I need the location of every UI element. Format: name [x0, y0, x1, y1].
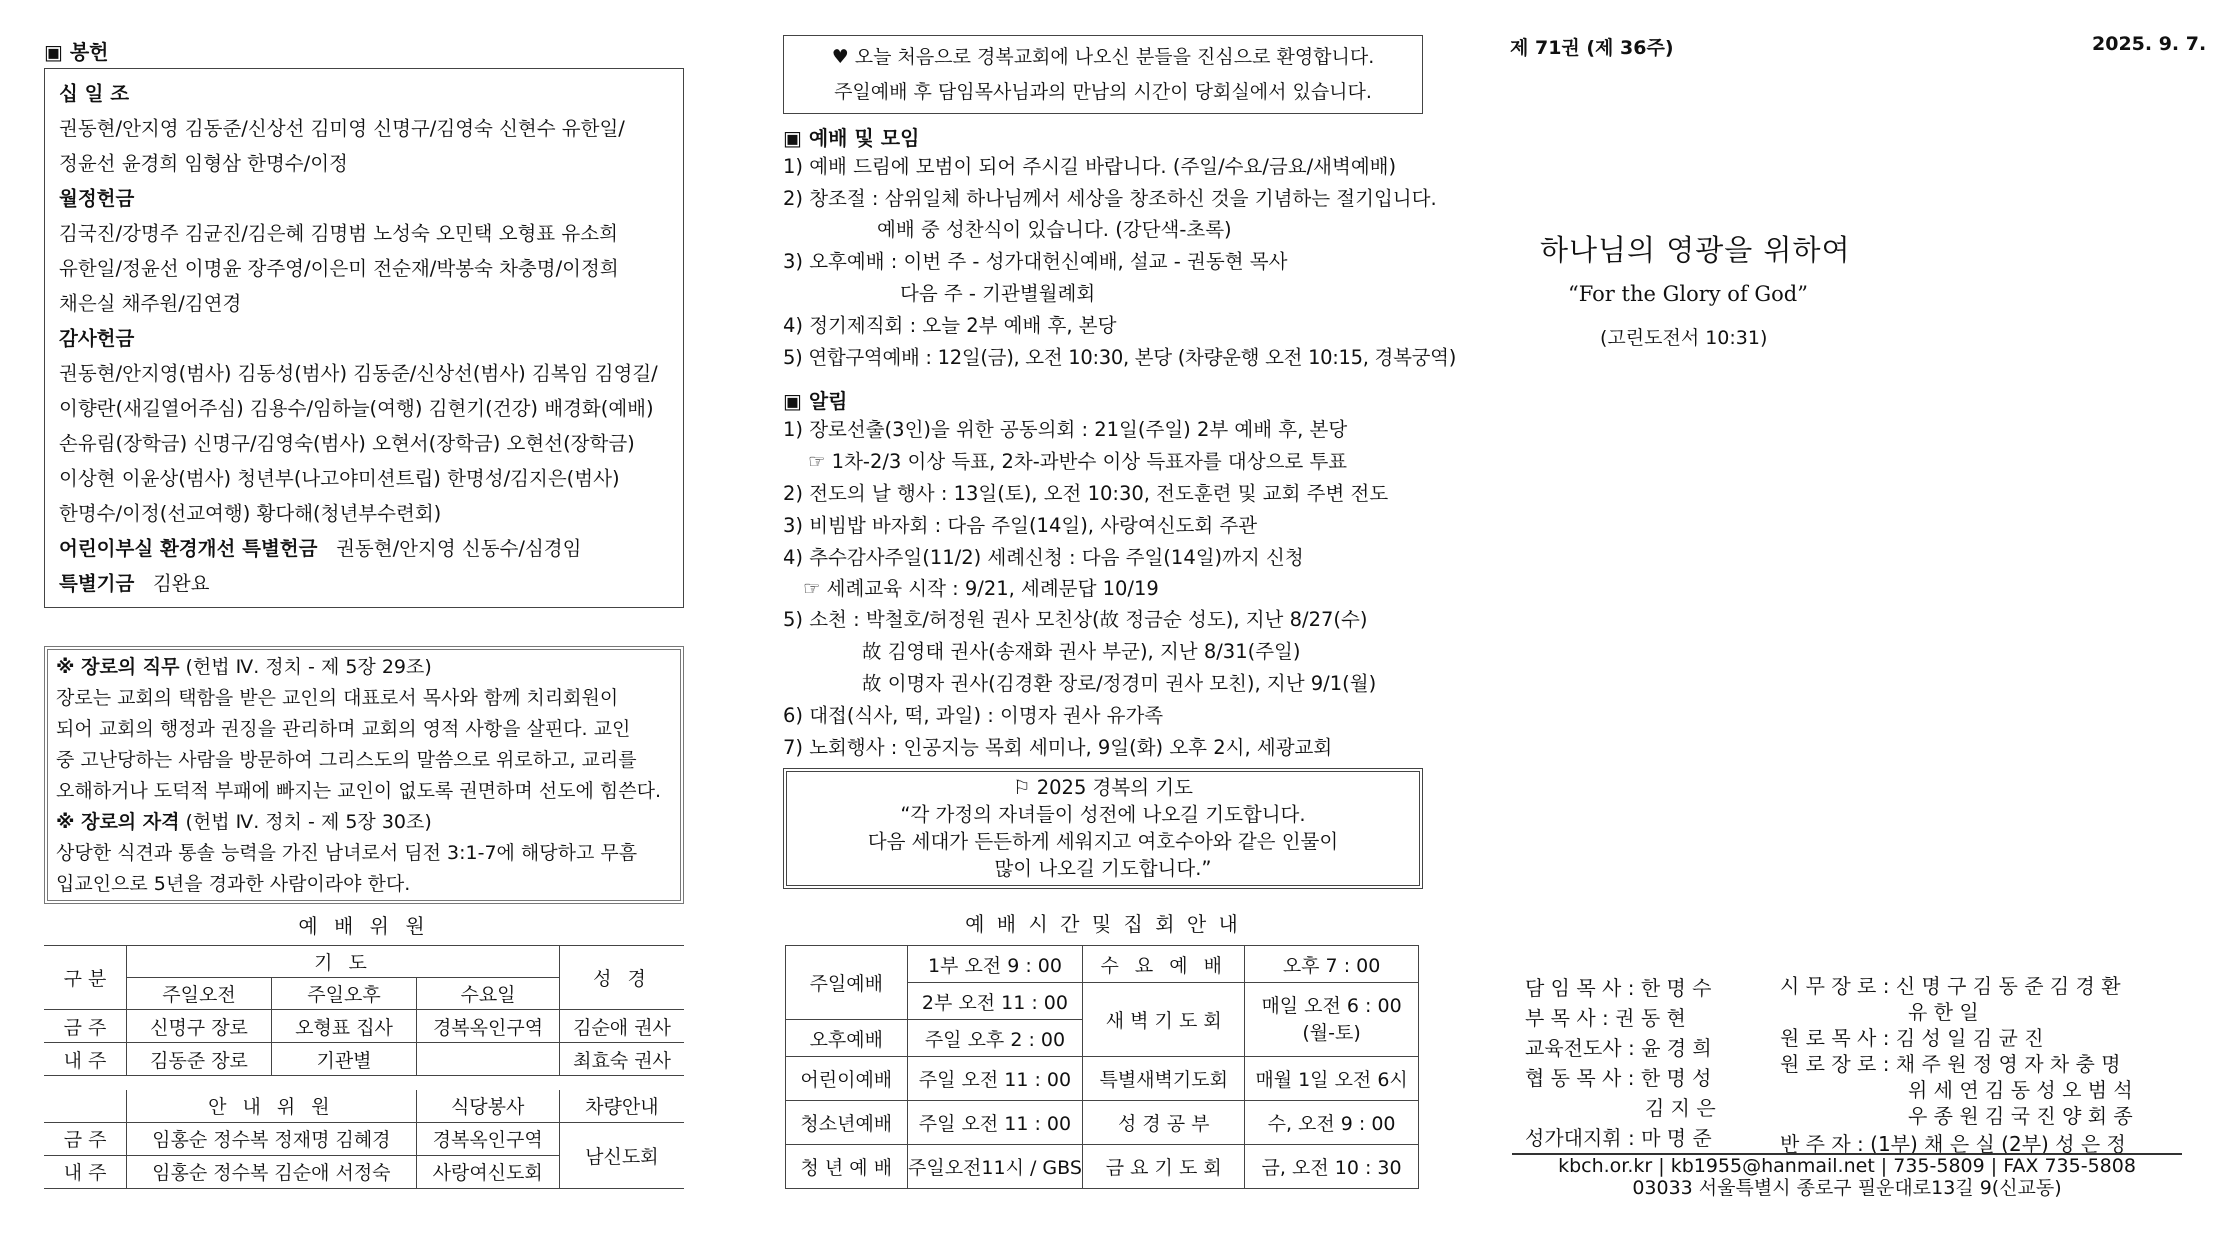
schedule-cell: 어린이예배	[786, 1057, 908, 1101]
staff-role: 성가대지휘 :	[1525, 1126, 1635, 1150]
table-cell: 김동준 장로	[127, 1043, 272, 1076]
monthly-line: 유한일/정윤선 이명윤 장주영/이은미 전순재/박봉숙 차충명/이정희	[59, 257, 619, 280]
contact-info: kbch.or.kr | kb1955@hanmail.net | 735-5809 | FAX 735-5808	[1558, 1155, 2136, 1177]
guide-header: 안 내 위 원	[127, 1090, 416, 1122]
offering-heading: ▣ 봉헌	[44, 40, 109, 64]
schedule-cell: 오후예배	[786, 1020, 908, 1057]
notice-line: ☞ 1차-2/3 이상 득표, 2차-과반수 이상 득표자를 대상으로 투표	[808, 450, 1348, 473]
worship-line: 4) 정기제직회 : 오늘 2부 예배 후, 본당	[783, 314, 1117, 337]
meal-header: 식당봉사	[416, 1090, 559, 1122]
welcome-box	[783, 35, 1423, 114]
guide-table	[44, 1090, 684, 1189]
elder-qual-ref: (헌법 Ⅳ. 정치 - 제 5장 30조)	[179, 811, 432, 833]
schedule-cell: 매월 1일 오전 6시	[1245, 1057, 1419, 1101]
schedule-cell: 주일 오전 11 : 00	[907, 1101, 1083, 1145]
row-label: 금 주	[44, 1122, 127, 1155]
worship-line: 2) 창조절 : 삼위일체 하나님께서 세상을 창조하신 것을 기념하는 절기입니다.	[783, 187, 1437, 210]
col-wednesday: 수요일	[417, 978, 560, 1010]
table-row	[44, 1122, 684, 1155]
schedule-cell: 주일 오전 11 : 00	[907, 1057, 1083, 1101]
motto: 하나님의 영광을 위하여	[1540, 233, 1851, 267]
tithe-line: 권동현/안지영 김동준/신상선 김미영 신명구/김영숙 신현수 유한일/	[59, 117, 625, 140]
staff-role: 부 목 사 :	[1525, 1006, 1609, 1030]
table-cell	[417, 1043, 560, 1076]
staff-role: 반 주 자 :	[1780, 1132, 1864, 1156]
staff-name: 김 성 일 김 균 진	[1895, 1026, 2044, 1050]
staff-name: 권 동 현	[1615, 1006, 1686, 1030]
staff-role: 협 동 목 사 :	[1525, 1066, 1635, 1090]
notice-line: ☞ 세례교육 시작 : 9/21, 세례문답 10/19	[803, 577, 1159, 600]
worship-line: 1) 예배 드림에 모범이 되어 주시길 바랍니다. (주일/수요/금요/새벽예배)	[783, 155, 1397, 178]
monthly-line: 채은실 채주원/김연경	[59, 292, 242, 315]
monthly-label: 월정헌금	[59, 187, 135, 210]
staff-name: 우 종 원 김 국 진 양 회 종	[1908, 1104, 2133, 1128]
schedule-cell: 새 벽 기 도 회	[1083, 983, 1245, 1057]
elder-duty-ref: (헌법 Ⅳ. 정치 - 제 5장 29조)	[179, 656, 432, 678]
notice-line: 1) 장로선출(3인)을 위한 공동의회 : 21일(주일) 2부 예배 후, 본당	[783, 418, 1348, 441]
notice-line: 故 김영태 권사(송재화 권사 부군), 지난 8/31(주일)	[862, 640, 1301, 663]
notice-line: 7) 노회행사 : 인공지능 목회 세미나, 9일(화) 오후 2시, 세광교회	[783, 736, 1333, 759]
schedule-cell: 금 요 기 도 회	[1083, 1145, 1245, 1189]
col-sunday-pm: 주일오후	[272, 978, 417, 1010]
staff-name: 한 명 수	[1640, 976, 1712, 1000]
schedule-cell: 2부 오전 11 : 00	[907, 983, 1083, 1020]
special-fund-names: 김완요	[152, 572, 210, 595]
thanks-label: 감사헌금	[59, 327, 135, 350]
schedule-cell: 주일오전11시 / GBS	[907, 1145, 1083, 1189]
staff-name: 유 한 일	[1908, 1000, 1979, 1024]
table-cell: 김순애 권사	[560, 1010, 685, 1043]
car-header: 차량안내	[559, 1090, 684, 1122]
staff-role: 담 임 목 사 :	[1525, 976, 1635, 1000]
kids-fund-names: 권동현/안지영 신동수/심경임	[336, 537, 582, 560]
schedule-cell	[1245, 983, 1419, 1057]
dawn-days: (월-토)	[1302, 1021, 1361, 1044]
elder-duty-line: 오해하거나 도덕적 부패에 빠지는 교인이 없도록 권면하며 선도에 힘쓴다.	[56, 780, 661, 802]
table-cell: 사랑여신도회	[416, 1155, 559, 1188]
notice-line: 3) 비빔밥 바자회 : 다음 주일(14일), 사랑여신도회 주관	[783, 514, 1258, 537]
tithe-line: 정윤선 윤경희 임형삼 한명수/이정	[59, 152, 348, 175]
elder-duty-line: 장로는 교회의 택함을 받은 교인의 대표로서 목사와 함께 치리회원이	[56, 687, 619, 709]
monthly-line: 김국진/강명주 김균진/김은혜 김명범 노성숙 오민택 오형표 유소희	[59, 222, 618, 245]
table-cell: 임홍순 정수복 김순애 서정숙	[127, 1155, 416, 1188]
welcome-line: 주일예배 후 담임목사님과의 만남의 시간이 당회실에서 있습니다.	[834, 81, 1372, 103]
motto-reference: (고린도전서 10:31)	[1600, 327, 1768, 349]
schedule-cell: 청소년예배	[786, 1101, 908, 1145]
notice-line: 2) 전도의 날 행사 : 13일(토), 오전 10:30, 전도훈련 및 교회 주변 전도	[783, 482, 1389, 505]
staff-name: (1부) 채 은 실 (2부) 성 은 정	[1870, 1132, 2126, 1156]
motto-english: “For the Glory of God”	[1568, 282, 1808, 306]
schedule-cell: 주일 오후 2 : 00	[907, 1020, 1083, 1057]
schedule-cell: 금, 오전 10 : 30	[1245, 1145, 1419, 1189]
table-cell: 임홍순 정수복 정재명 김혜경	[127, 1122, 416, 1155]
staff-name: 신 명 구 김 동 준 김 경 환	[1895, 974, 2121, 998]
gubun-header: 구 분	[44, 946, 127, 1010]
notice-heading: ▣ 알림	[783, 389, 848, 413]
elder-duty-title: ※ 장로의 직무	[56, 656, 180, 678]
elder-qual-title: ※ 장로의 자격	[56, 811, 180, 833]
worship-heading: ▣ 예배 및 모임	[783, 126, 920, 150]
elder-qual-line: 상당한 식견과 통솔 능력을 가진 남녀로서 딤전 3:1-7에 해당하고 무흠	[56, 842, 638, 864]
thanks-line: 권동현/안지영(범사) 김동성(범사) 김동준/신상선(범사) 김복임 김영길/	[59, 362, 658, 385]
staff-name: 마 명 준	[1641, 1126, 1712, 1150]
schedule-table	[785, 945, 1419, 1189]
prayer-2025-title: ⚐ 2025 경복의 기도	[1013, 776, 1193, 799]
schedule-cell: 성 경 공 부	[1083, 1101, 1245, 1145]
staff-role: 원 로 목 사 :	[1780, 1026, 1890, 1050]
elder-box	[44, 646, 684, 904]
prayer-2025-box	[783, 768, 1423, 889]
staff-name: 채 주 원 정 영 자 차 충 명	[1895, 1052, 2121, 1076]
notice-line: 4) 추수감사주일(11/2) 세례신청 : 다음 주일(14일)까지 신청	[783, 546, 1304, 569]
table-cell: 오형표 집사	[272, 1010, 417, 1043]
prayer-2025-line: 다음 세대가 든든하게 세워지고 여호수아와 같은 인물이	[867, 830, 1339, 853]
table-cell: 신명구 장로	[127, 1010, 272, 1043]
worship-line: 다음 주 - 기관별월례회	[900, 282, 1096, 305]
worship-line: 예배 중 성찬식이 있습니다. (강단색-초록)	[877, 218, 1232, 241]
table-cell: 경복옥인구역	[417, 1010, 560, 1043]
dawn-time: 매일 오전 6 : 00	[1261, 994, 1402, 1017]
worship-line: 5) 연합구역예배 : 12일(금), 오전 10:30, 본당 (차량운행 오전 10:15, 경복궁역)	[783, 346, 1457, 369]
thanks-line: 한명수/이정(선교여행) 황다해(청년부수련회)	[59, 502, 442, 525]
staff-name: 한 명 성	[1640, 1066, 1712, 1090]
worship-line: 3) 오후예배 : 이번 주 - 성가대헌신예배, 설교 - 권동현 목사	[783, 250, 1288, 273]
table-row	[44, 1043, 684, 1076]
notice-line: 故 이명자 권사(김경환 장로/정경미 권사 모친), 지난 9/1(월)	[862, 672, 1377, 695]
welcome-line: ♥ 오늘 처음으로 경복교회에 나오신 분들을 진심으로 환영합니다.	[831, 46, 1375, 68]
staff-role: 원 로 장 로 :	[1780, 1052, 1890, 1076]
staff-name: 위 세 연 김 동 성 오 범 석	[1908, 1078, 2133, 1102]
schedule-title: 예 배 시 간 및 집 회 안 내	[965, 912, 1241, 936]
schedule-cell: 특별새벽기도회	[1083, 1057, 1245, 1101]
staff-right	[1780, 973, 2133, 1159]
elder-duty-line: 되어 교회의 행정과 권징을 관리하며 교회의 영적 사항을 살핀다. 교인	[56, 718, 631, 740]
schedule-cell: 주일예배	[786, 946, 908, 1020]
staff-name: 윤 경 희	[1641, 1036, 1712, 1060]
staff-left	[1525, 973, 1716, 1153]
elder-duty-line: 중 고난당하는 사람을 방문하여 그리스도의 말씀으로 위로하고, 교리를	[56, 749, 637, 771]
thanks-line: 손유림(장학금) 신명구/김영숙(범사) 오현서(장학금) 오현선(장학금)	[59, 432, 635, 455]
table-cell: 경복옥인구역	[416, 1122, 559, 1155]
offering-box	[44, 68, 684, 608]
committee-title: 예 배 위 원	[298, 914, 430, 938]
church-address: 03033 서울특별시 종로구 필운대로13길 9(신교동)	[1632, 1177, 2062, 1199]
prayer-2025-line: “각 가정의 자녀들이 성전에 나오길 기도합니다.	[900, 803, 1306, 826]
thanks-line: 이상현 이윤상(범사) 청년부(나고야미션트립) 한명성/김지은(범사)	[59, 467, 620, 490]
special-fund-label: 특별기금	[59, 572, 135, 595]
staff-role: 시 무 장 로 :	[1780, 974, 1890, 998]
kids-fund-label: 어린이부실 환경개선 특별헌금	[59, 537, 318, 560]
committee-table	[44, 945, 684, 1076]
volume-label: 제 71권 (제 36주)	[1510, 37, 1674, 59]
row-label: 내 주	[44, 1155, 127, 1188]
schedule-cell: 오후 7 : 00	[1245, 946, 1419, 983]
notice-line: 6) 대접(식사, 떡, 과일) : 이명자 권사 유가족	[783, 704, 1164, 727]
row-label: 내 주	[44, 1043, 127, 1076]
staff-role: 교육전도사 :	[1525, 1036, 1635, 1060]
table-cell: 최효숙 권사	[560, 1043, 685, 1076]
prayer-2025-line: 많이 나오길 기도합니다.”	[994, 857, 1212, 880]
tithe-label: 십 일 조	[59, 82, 130, 105]
table-cell: 기관별	[272, 1043, 417, 1076]
row-label: 금 주	[44, 1010, 127, 1043]
schedule-cell: 수 요 예 배	[1083, 946, 1245, 983]
col-sunday-am: 주일오전	[127, 978, 272, 1010]
schedule-cell: 1부 오전 9 : 00	[907, 946, 1083, 983]
car-cell: 남신도회	[559, 1122, 684, 1188]
table-row	[44, 1010, 684, 1043]
thanks-line: 이향란(새길열어주심) 김용수/임하늘(여행) 김현기(건강) 배경화(예배)	[59, 397, 654, 420]
notice-line: 5) 소천 : 박철호/허정원 권사 모친상(故 정금순 성도), 지난 8/27(수)	[783, 608, 1368, 631]
bible-header: 성 경	[560, 946, 685, 1010]
schedule-cell: 청 년 예 배	[786, 1145, 908, 1189]
schedule-cell: 수, 오전 9 : 00	[1245, 1101, 1419, 1145]
staff-name: 김 지 은	[1645, 1096, 1716, 1120]
issue-date: 2025. 9. 7.	[2092, 33, 2207, 55]
prayer-header: 기 도	[127, 946, 560, 978]
elder-qual-line: 입교인으로 5년을 경과한 사람이라야 한다.	[56, 873, 411, 895]
